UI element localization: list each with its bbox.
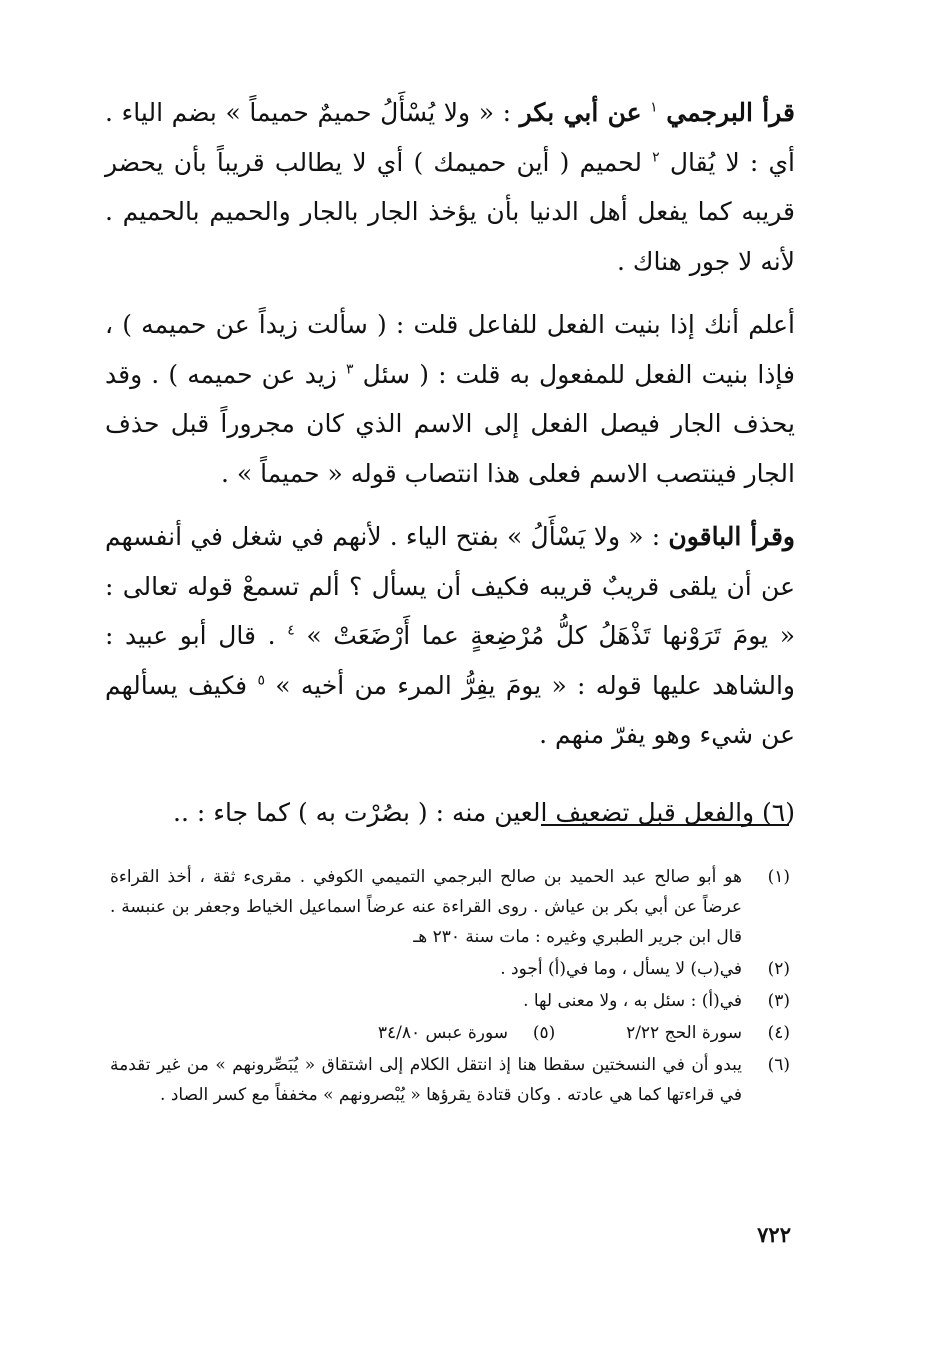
paragraph-text: : « ولا يُسْأَلُ حميمٌ حميماً » بضم الياء . أي : لا يُقال — [105, 98, 796, 177]
footnote-number: (٢) — [767, 959, 790, 979]
paragraph-text: زيد عن حميمه ) . وقد يحذف الجار فيصل الفعل إلى الاسم الذي كان مجروراً قبل حذف الجار فينتصب الاسم فعلى هذا انتصاب قوله « حميماً » . — [105, 359, 795, 488]
footnote-text-4: سورة الحج ٢/٢٢ — [626, 1023, 742, 1043]
footnote-text: في(ب) لا يسأل ، وما في(أ) أجود . — [500, 959, 742, 979]
footnote-number: (٤) — [767, 1023, 790, 1043]
footnote-1 — [110, 862, 790, 952]
paragraph-text: لحميم ( أين حميمك ) أي لا يطالب قريباً بأن يحضر قريبه كما يفعل أهل الدنيا بأن يؤخذ الجار بالجار والحميم بالحميم . لأنه لا جور هناك . — [105, 147, 795, 276]
paragraph-text: . قال أبو عبيد : والشاهد عليها قوله : « يومَ يفِرُّ المرء من أخيه » — [105, 621, 795, 700]
paragraph-2 — [105, 300, 795, 498]
footnote-ref-5: ٥ — [257, 672, 265, 689]
paragraph-text: أعلم أنك إذا بنيت الفعل للفاعل قلت : ( سألت زيداً عن حميمه ) ، فإذا بنيت الفعل للمفعول به قلت : ( سئل — [105, 310, 795, 389]
footnote-4-5 — [110, 1018, 790, 1048]
paragraph-1 — [105, 88, 795, 286]
paragraph-text: (٦) والفعل قبل تضعيف العين منه : ( بصُرْت به ) كما جاء : .. — [173, 797, 795, 827]
reader-name: قرأ البرجمي — [666, 98, 795, 127]
footnote-text: في(أ) : سئل به ، ولا معنى لها . — [523, 991, 742, 1011]
page-number: ٧٢٢ — [757, 1222, 791, 1247]
footnote-ref-3: ٣ — [346, 361, 354, 378]
reader-source: عن أبي بكر — [519, 98, 642, 127]
footnote-number: (٣) — [767, 991, 790, 1011]
reader-name: وقرأ الباقون — [668, 522, 795, 551]
main-text — [105, 88, 795, 837]
footnote-ref-2: ٢ — [652, 149, 660, 166]
footnote-number: (١) — [767, 867, 790, 887]
footnote-2 — [110, 954, 790, 984]
footnote-text: هو أبو صالح عبد الحميد بن صالح البرجمي التميمي الكوفي . مقرىء ثقة ، أخذ القراءة عرضاً عن أبي بكر بن عياش . روى القراءة عنه عرضاً اسماعيل الخياط وجعفر بن عنبسة . قال ابن جرير الطبري وغيره : مات سنة ٢٣٠ هـ — [110, 867, 742, 947]
footnote-ref-1: ١ — [650, 99, 658, 116]
footnote-number-5: (٥) — [532, 1023, 556, 1043]
footnotes — [110, 862, 790, 1112]
footnote-text — [110, 1018, 742, 1048]
paragraph-3 — [105, 512, 795, 760]
footnote-6 — [110, 1050, 790, 1110]
paragraph-text: : « ولا يَسْأَلُ » بفتح الياء . لأنهم في شغل في أنفسهم عن أن يلقى قريبٌ قريبه فكيف أن يسأل ؟ ألم تسمعْ قوله تعالى : « يومَ تَرَوْنها تَذْهَلُ كلُّ مُرْضِعةٍ عما أَرْضَعَتْ » — [105, 522, 796, 650]
paragraph-4 — [105, 788, 795, 838]
footnote-number: (٦) — [767, 1055, 790, 1075]
paragraph-text: فكيف يسألهم عن شيء وهو يفرّ منهم . — [105, 670, 795, 749]
footnote-text-5: سورة عبس ٣٤/٨٠ — [377, 1023, 509, 1043]
footnote-3 — [110, 986, 790, 1016]
footnote-ref-4: ٤ — [287, 622, 295, 639]
footnote-divider — [541, 824, 789, 826]
footnote-text: يبدو أن في النسختين سقطا هنا إذ انتقل الكلام إلى اشتقاق « يُبَصِّرونهم » من غير تقدمة في قراءتها كما هي عادته . وكان قتادة يقرؤها « يُبْصرونهم » مخففاً مع كسر الصاد . — [110, 1055, 742, 1105]
